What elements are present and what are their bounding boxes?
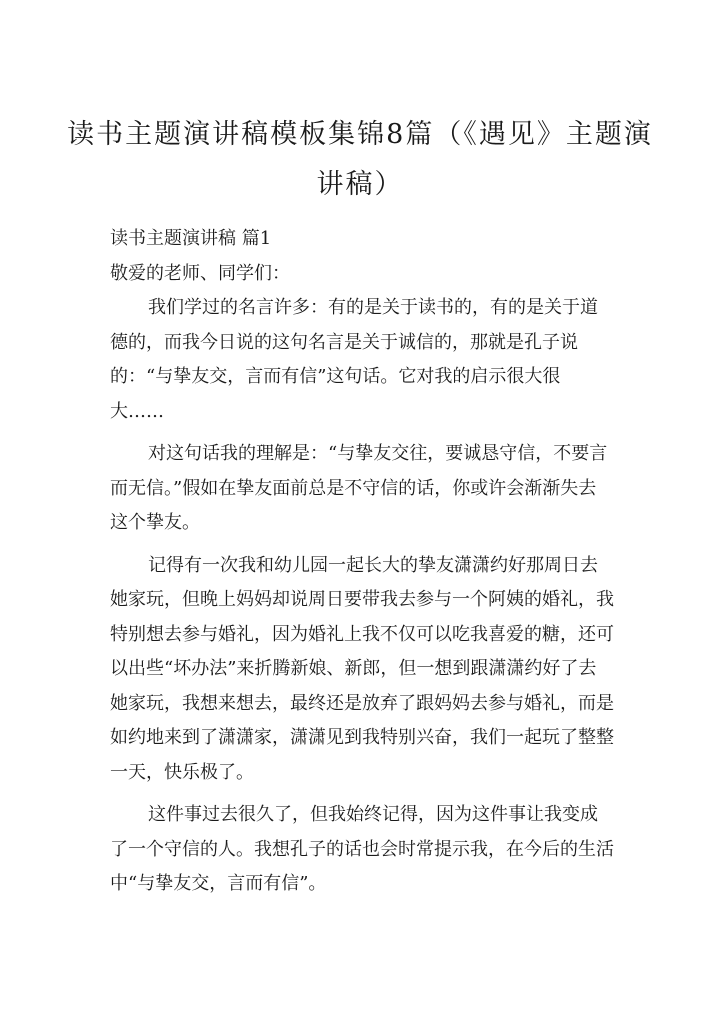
paragraph: 对这句话我的理解是：“与挚友交往，要诚恳守信，不要言而无信。”假如在挚友面前总是不守信的话，你或许会渐渐失去这个挚友。 [110,443,608,533]
salutation: 敬爱的老师、同学们： [110,262,290,284]
paragraph: 记得有一次我和幼儿园一起长大的挚友潇潇约好那周日去她家玩，但晚上妈妈却说周日要带我去参与一个阿姨的婚礼，我特别想去参与婚礼，因为婚礼上我不仅可以吃我喜爱的糖，还可以出些“坏办法”来折腾新娘、新郎，但一想到跟潇潇约好了去她家玩，我想来想去，最终还是放弃了跟妈妈去参与婚礼，而是如约地来到了潇潇家，潇潇见到我特别兴奋，我们一起玩了整整一天，快乐极了。 [110,554,614,783]
document-title: 读书主题演讲稿模板集锦8篇（《遇见》主题演讲稿） [67,119,653,200]
paragraph: 我们学过的名言许多：有的是关于读书的，有的是关于道德的，而我今日说的这句名言是关于诚信的，那就是孔子说的：“与挚友交，言而有信”这句话。它对我的启示很大很大…… [110,297,598,422]
document-body [110,222,614,902]
section-heading: 读书主题演讲稿 篇1 [110,228,272,249]
paragraph: 这件事过去很久了，但我始终记得，因为这件事让我变成了一个守信的人。我想孔子的话也会时常提示我，在今后的生活中“与挚友交，言而有信”。 [110,804,614,894]
